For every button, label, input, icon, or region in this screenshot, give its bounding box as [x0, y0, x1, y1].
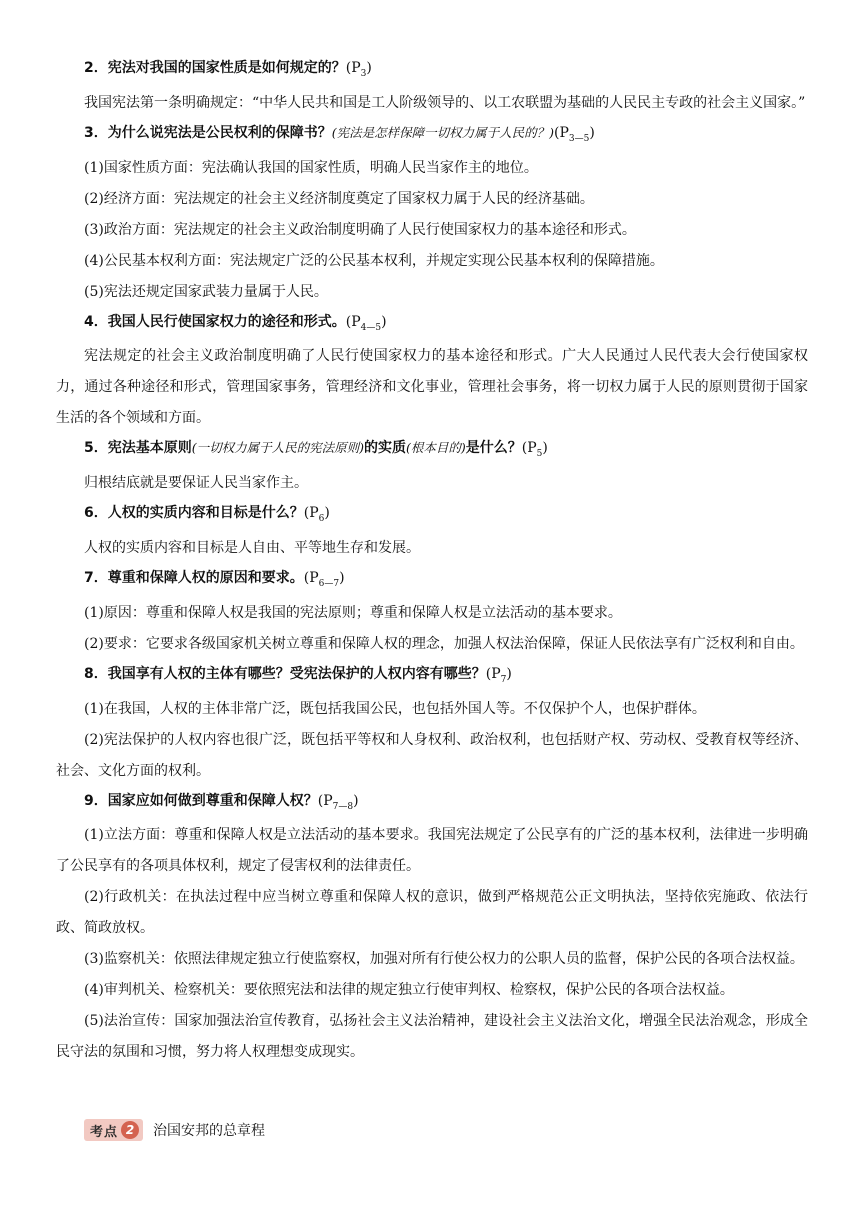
answer-3-item: (5)宪法还规定国家武装力量属于人民。 [84, 283, 328, 300]
section-badge: 考点 2 [84, 1119, 143, 1141]
answer-9-item: (5)法治宣传：国家加强法治宣传教育，弘扬社会主义法治精神，建设社会主义法治文化，增强全民法治观念，形成全民守法的氛围和习惯，努力将人权理想变成现实。 [56, 1013, 808, 1061]
answer-7-item: (2)要求：它要求各级国家机关树立尊重和保障人权的理念，加强人权法治保障，保证人民依法享有广泛权利和自由。 [84, 635, 804, 652]
question-3: 3．为什么说宪法是公民权利的保障书？(宪法是怎样保障一切权力属于人民的？)$(P_{3—5})$ [84, 124, 595, 144]
answer-6: 人权的实质内容和目标是人自由、平等地生存和发展。 [84, 539, 420, 556]
section-title: 治国安邦的总章程 [153, 1123, 266, 1139]
answer-2: 我国宪法第一条明确规定：“中华人民共和国是工人阶级领导的、以工农联盟为基础的人民民主专政的社会主义国家。” [84, 94, 806, 111]
answer-3-item: (4)公民基本权利方面：宪法规定广泛的公民基本权利，并规定实现公民基本权利的保障措施。 [84, 252, 664, 269]
answer-5: 归根结底就是要保证人民当家作主。 [84, 475, 308, 492]
answer-9-item: (1)立法方面：尊重和保障人权是立法活动的基本要求。我国宪法规定了公民享有的广泛的基本权利，法律进一步明确了公民享有的各项具体权利，规定了侵害权利的法律责任。 [56, 827, 808, 875]
question-4: 4．我国人民行使国家权力的途径和形式。$(P_{4—5})$ [84, 313, 387, 333]
answer-8-item: (1)在我国，人权的主体非常广泛，既包括我国公民，也包括外国人等。不仅保护个人，也保护群体。 [84, 700, 706, 717]
section-heading [84, 1117, 265, 1143]
answer-7-item: (1)原因：尊重和保障人权是我国的宪法原则；尊重和保障人权是立法活动的基本要求。 [84, 604, 622, 621]
question-5: 5．宪法基本原则(一切权力属于人民的宪法原则)的实质(根本目的)是什么？$(P_5)$ [84, 440, 548, 460]
question-9: 9．国家应如何做到尊重和保障人权？$(P_{7—8})$ [84, 792, 359, 812]
document-body [56, 54, 808, 1068]
answer-9-item: (2)行政机关：在执法过程中应当树立尊重和保障人权的意识，做到严格规范公正文明执法，坚持依宪施政、依法行政、简政放权。 [56, 889, 808, 937]
answer-8-item: (2)宪法保护的人权内容也很广泛，既包括平等权和人身权利、政治权利，也包括财产权、劳动权、受教育权等经济、社会、文化方面的权利。 [56, 731, 808, 779]
question-6: 6．人权的实质内容和目标是什么？$(P_6)$ [84, 505, 330, 524]
answer-4: 宪法规定的社会主义政治制度明确了人民行使国家权力的基本途径和形式。广大人民通过人民代表大会行使国家权力，通过各种途径和形式，管理国家事务，管理经济和文化事业，管理社会事务，将一切权力属于人民的原则贯彻于国家生活的各个领域和方面。 [56, 348, 808, 427]
answer-9-item: (4)审判机关、检察机关：要依照宪法和法律的规定独立行使审判权、检察权，保护公民的各项合法权益。 [84, 982, 734, 999]
answer-3-item: (2)经济方面：宪法规定的社会主义经济制度奠定了国家权力属于人民的经济基础。 [84, 190, 594, 207]
question-8: 8．我国享有人权的主体有哪些？受宪法保护的人权内容有哪些？$(P_7)$ [84, 665, 512, 685]
question-7: 7．尊重和保障人权的原因和要求。$(P_{6—7})$ [84, 569, 345, 589]
section-number: 2 [121, 1121, 139, 1139]
answer-3-item: (3)政治方面：宪法规定的社会主义政治制度明确了人民行使国家权力的基本途径和形式。 [84, 221, 636, 238]
answer-9-item: (3)监察机关：依照法律规定独立行使监察权，加强对所有行使公权力的公职人员的监督，保护公民的各项合法权益。 [84, 951, 804, 968]
answer-3-item: (1)国家性质方面：宪法确认我国的国家性质，明确人民当家作主的地位。 [84, 159, 538, 176]
question-2: 2．宪法对我国的国家性质是如何规定的？$(P_3)$ [84, 60, 372, 79]
